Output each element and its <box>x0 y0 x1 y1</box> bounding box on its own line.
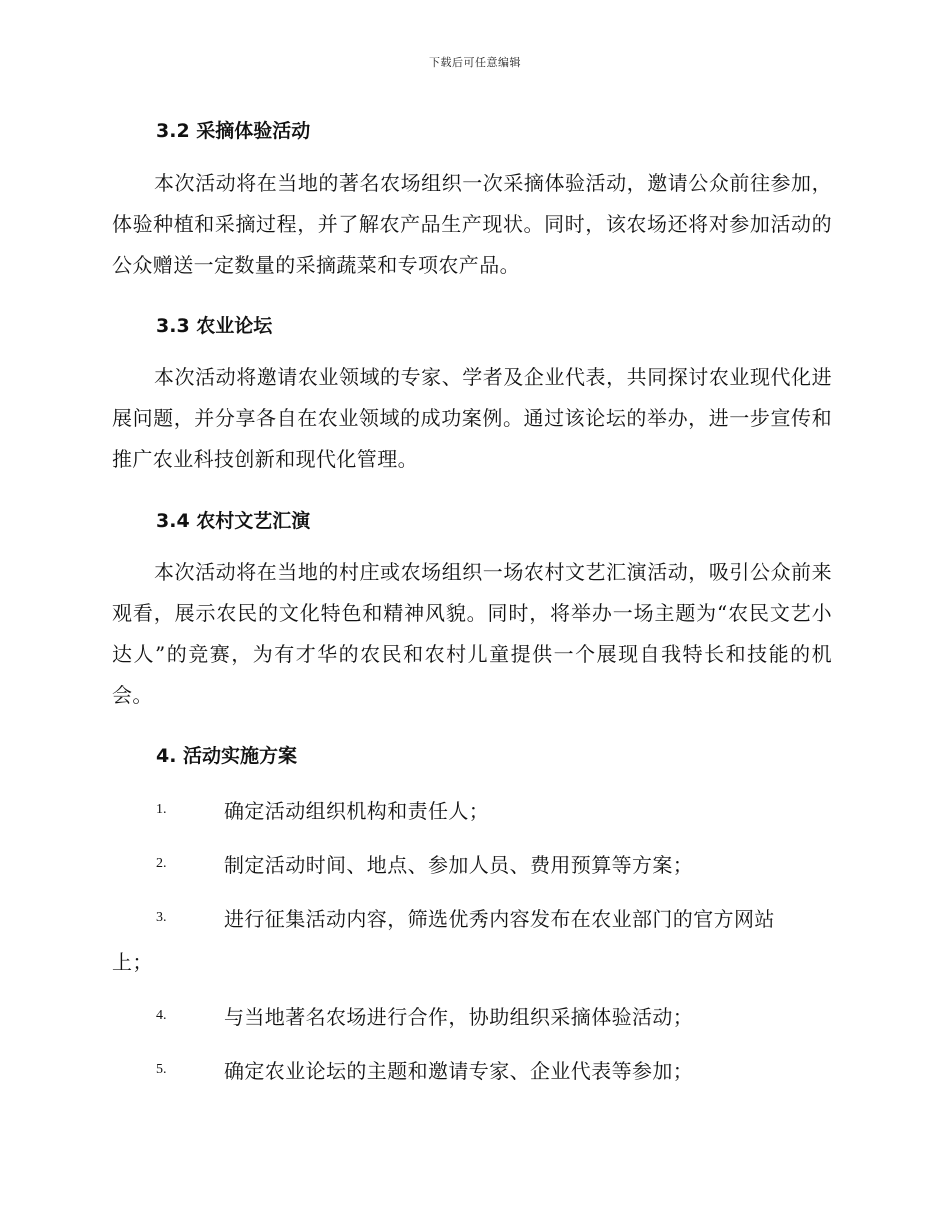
list-item-number: 3. <box>156 910 167 925</box>
list-item <box>0 903 950 944</box>
list-item-text: 确定活动组织机构和责任人； <box>224 799 490 823</box>
list-item <box>0 795 950 836</box>
list-item-number: 1. <box>156 802 167 817</box>
section-heading-3-3: 3.3 农业论坛 <box>156 315 273 337</box>
section-body-3-3: 本次活动将邀请农业领域的专家、学者及企业代表，共同探讨农业现代化进展问题，并分享各自在农业领域的成功案例。通过该论坛的举办，进一步宣传和推广农业科技创新和现代化管理。 <box>112 365 832 471</box>
list-item <box>0 849 950 890</box>
list-item-continuation: 上； <box>112 950 153 974</box>
section-heading-3-2: 3.2 采摘体验活动 <box>156 120 311 142</box>
list-item-number: 2. <box>156 856 167 871</box>
section-heading-4: 4. 活动实施方案 <box>156 745 298 767</box>
list-item-text: 确定农业论坛的主题和邀请专家、企业代表等参加； <box>224 1059 694 1083</box>
list-item-text: 进行征集活动内容，筛选优秀内容发布在农业部门的官方网站 <box>224 907 775 931</box>
section-heading-3-4: 3.4 农村文艺汇演 <box>156 510 311 532</box>
list-item <box>0 1055 950 1096</box>
section-body-3-2: 本次活动将在当地的著名农场组织一次采摘体验活动，邀请公众前往参加，体验种植和采摘过程，并了解农产品生产现状。同时，该农场还将对参加活动的公众赠送一定数量的采摘蔬菜和专项农产品。 <box>112 171 832 277</box>
list-item-text: 与当地著名农场进行合作，协助组织采摘体验活动； <box>224 1005 694 1029</box>
page-header: 下载后可任意编辑 <box>429 56 521 69</box>
list-item-text: 制定活动时间、地点、参加人员、费用预算等方案； <box>224 853 694 877</box>
list-item <box>0 1001 950 1042</box>
list-item-number: 4. <box>156 1008 167 1023</box>
list-item-number: 5. <box>156 1062 167 1077</box>
section-body-3-4: 本次活动将在当地的村庄或农场组织一场农村文艺汇演活动，吸引公众前来观看，展示农民的文化特色和精神风貌。同时，将举办一场主题为“农民文艺小达人”的竞赛，为有才华的农民和农村儿童提供一个展现自我特长和技能的机会。 <box>112 560 832 707</box>
